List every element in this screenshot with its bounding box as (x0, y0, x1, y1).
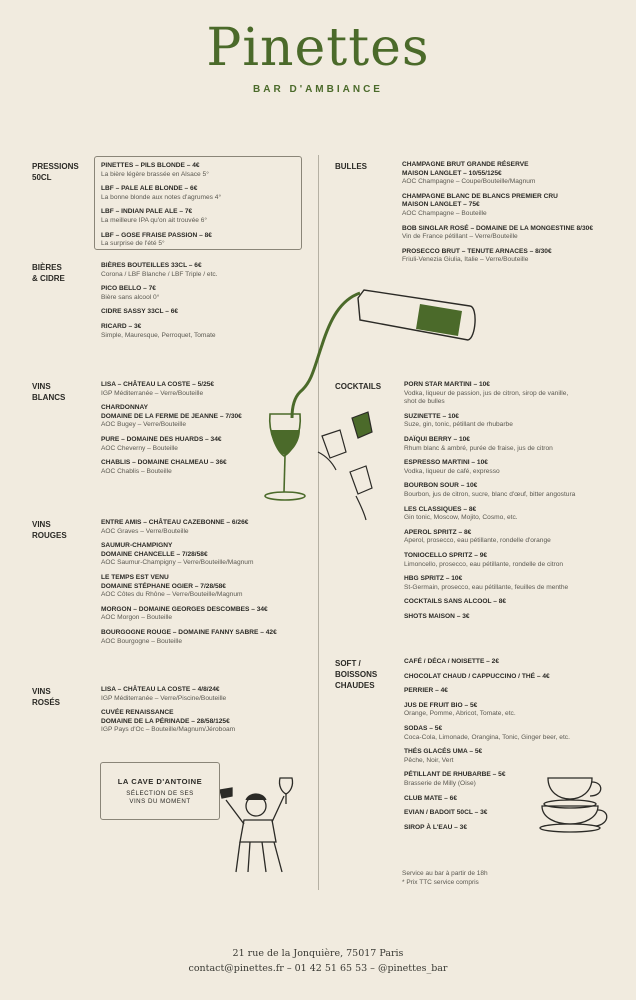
list-item: LBF – GOSE FRAISE PASSION – 8€ La surprise de l'été 5° (101, 231, 212, 248)
list-item: CHAMPAGNE BRUT GRANDE RÉSERVE MAISON LANGLET – 10/55/125€ AOC Champagne – Coupe/Bouteille/Magnum (402, 161, 536, 186)
list-item: SIROP À L'EAU – 3€ (404, 823, 468, 831)
brand-subtitle: BAR D'AMBIANCE (253, 84, 383, 95)
footer (0, 946, 636, 976)
footer-contact: contact@pinettes.fr – 01 42 51 65 53 – @pinettes_bar (188, 963, 448, 974)
blancs-list (101, 381, 301, 482)
list-item: BOURGOGNE ROUGE – DOMAINE FANNY SABRE – 42€ AOC Bourgogne – Bouteille (101, 628, 277, 645)
roses-list (101, 686, 311, 741)
list-item: CHOCOLAT CHAUD / CAPPUCCINO / THÉ – 4€ (404, 672, 550, 680)
list-item: PERRIER – 4€ (404, 687, 448, 695)
list-item: LE TEMPS EST VENU DOMAINE STÉPHANE OGIER – 7/28/58€ AOC Côtes du Rhône – Verre/Bouteille/Magnum (101, 573, 243, 599)
brand-title: Pinettes (206, 18, 430, 78)
list-item: LBF – INDIAN PALE ALE – 7€ La meilleure IPA qu'on ait trouvée 6° (101, 208, 208, 224)
list-item: PICO BELLO – 7€ Bière sans alcool 0° (101, 285, 160, 301)
list-item: BIÈRES BOUTEILLES 33CL – 6€ Corona / LBF Blanche / LBF Triple / etc. (101, 262, 218, 278)
cave-title: LA CAVE D'ANTOINE (117, 777, 203, 786)
section-label-bulles: BULLES (335, 162, 367, 171)
list-item: PURE – DOMAINE DES HUARDS – 34€ AOC Cheverny – Bouteille (101, 435, 222, 452)
list-item: LBF – PALE ALE BLONDE – 6€ La bonne blonde aux notes d'agrumes 4° (101, 185, 222, 201)
section-label-roses: VINS ROSÉS (32, 687, 61, 707)
list-item: CUVÉE RENAISSANCE DOMAINE DE LA PÉRINADE – 28/58/125€ IGP Pays d'Oc – Bouteille/Magnum/Jéroboam (101, 709, 236, 734)
cave-subtitle: SÉLECTION DE SES VINS DU MOMENT (126, 790, 194, 805)
list-item: BOURBON SOUR – 10€ Bourbon, jus de citron, sucre, blanc d'œuf, bitter angostura (404, 482, 576, 498)
list-item: JUS DE FRUIT BIO – 5€ Orange, Pomme, Abricot, Tomate, etc. (404, 701, 516, 718)
list-item: PÉTILLANT DE RHUBARBE – 5€ Brasserie de Milly (Oise) (404, 771, 506, 787)
service-hours: Service au bar à partir de 18h (402, 870, 488, 877)
list-item: ENTRE AMIS – CHÂTEAU CAZEBONNE – 6/26€ AOC Graves – Verre/Bouteille (101, 519, 249, 535)
cheers-icon (318, 412, 372, 520)
list-item: SAUMUR-CHAMPIGNY DOMAINE CHANCELLE – 7/28/58€ AOC Saumur-Champigny – Verre/Bouteille/Magnum (101, 542, 254, 567)
list-item: SODAS – 5€ Coca-Cola, Limonade, Orangina, Tonic, Ginger beer, etc. (404, 724, 570, 741)
list-item: BOB SINGLAR ROSÉ – DOMAINE DE LA MONGESTINE 8/30€ Vin de France pétillant – Verre/Bouteille (402, 224, 594, 241)
section-label-blancs: VINS BLANCS (32, 382, 66, 402)
section-label-bieres: BIÈRES & CIDRE (32, 263, 65, 283)
section-label-soft: SOFT / BOISSONS CHAUDES (335, 659, 378, 690)
list-item: MORGON – DOMAINE GEORGES DESCOMBES – 34€ AOC Morgon – Bouteille (101, 605, 268, 622)
rouges-list (101, 519, 311, 652)
list-item: LISA – CHÂTEAU LA COSTE – 4/8/24€ IGP Méditerranée – Verre/Piscine/Bouteille (101, 686, 227, 702)
character-illustration (220, 778, 293, 872)
list-item: CIDRE SASSY 33CL – 6€ (101, 308, 179, 316)
list-item: LISA – CHÂTEAU LA COSTE – 5/25€ IGP Méditerranée – Verre/Bouteille (101, 381, 215, 397)
footer-address: 21 rue de la Jonquière, 75017 Paris (232, 948, 404, 959)
list-item: COCKTAILS SANS ALCOOL – 8€ (404, 598, 507, 606)
section-label-pressions: PRESSIONS 50CL (32, 162, 79, 182)
list-item: PINETTES – PILS BLONDE – 4€ La bière légère brassée en Alsace 5° (101, 162, 209, 178)
list-item: PORN STAR MARTINI – 10€ Vodka, liqueur de passion, jus de citron, sirop de vanille, shot de bulles (404, 381, 569, 406)
list-item: APEROL SPRITZ – 8€ Aperol, prosecco, eau pétillante, rondelle d'orange (404, 528, 551, 545)
list-item: THÉS GLACÉS UMA – 5€ Pêche, Noir, Vert (404, 748, 483, 764)
service-note (402, 870, 488, 887)
section-label-rouges: VINS ROUGES (32, 520, 67, 540)
section-label-cocktails: COCKTAILS (335, 382, 382, 391)
list-item: CHARDONNAY DOMAINE DE LA FERME DE JEANNE – 7/30€ AOC Bugey – Verre/Bouteille (101, 404, 242, 429)
list-item: CLUB MATE – 6€ (404, 794, 458, 802)
list-item: HBG SPRITZ – 10€ St-Germain, prosecco, eau pétillante, feuilles de menthe (404, 575, 569, 591)
pressions-list (101, 162, 297, 255)
price-note: * Prix TTC service compris (402, 878, 479, 886)
list-item: PROSECCO BRUT – TENUTE ARNACES – 8/30€ Friuli-Venezia Giulia, Italie – Verre/Bouteille (402, 247, 552, 264)
list-item: CHABLIS – DOMAINE CHALMEAU – 36€ AOC Chablis – Bouteille (101, 459, 227, 475)
list-item: SHOTS MAISON – 3€ (404, 612, 470, 620)
list-item: LES CLASSIQUES – 8€ Gin tonic, Moscow, Mojito, Cosmo, etc. (404, 505, 518, 522)
list-item: RICARD – 3€ Simple, Mauresque, Perroquet, Tomate (101, 322, 216, 339)
list-item: SUZINETTE – 10€ Suze, gin, tonic, pétillant de rhubarbe (404, 412, 513, 429)
bieres-list (101, 262, 301, 346)
list-item: DAÏQUI BERRY – 10€ Rhum blanc & ambré, purée de fraise, jus de citron (404, 435, 553, 452)
list-item: EVIAN / BADOIT 50CL – 3€ (404, 809, 488, 817)
soft-list (404, 658, 629, 838)
list-item: CHAMPAGNE BLANC DE BLANCS PREMIER CRU MAISON LANGLET – 75€ AOC Champagne – Bouteille (402, 192, 558, 217)
list-item: CAFÉ / DÉCA / NOISETTE – 2€ (404, 658, 500, 665)
list-item: TONIOCELLO SPRITZ – 9€ Limoncello, prosecco, eau pétillante, rondelle de citron (404, 551, 564, 568)
list-item: ESPRESSO MARTINI – 10€ Vodka, liqueur de café, expresso (404, 459, 500, 475)
cocktails-list (404, 381, 629, 627)
bulles-list (402, 161, 627, 271)
cave-box (100, 762, 220, 820)
